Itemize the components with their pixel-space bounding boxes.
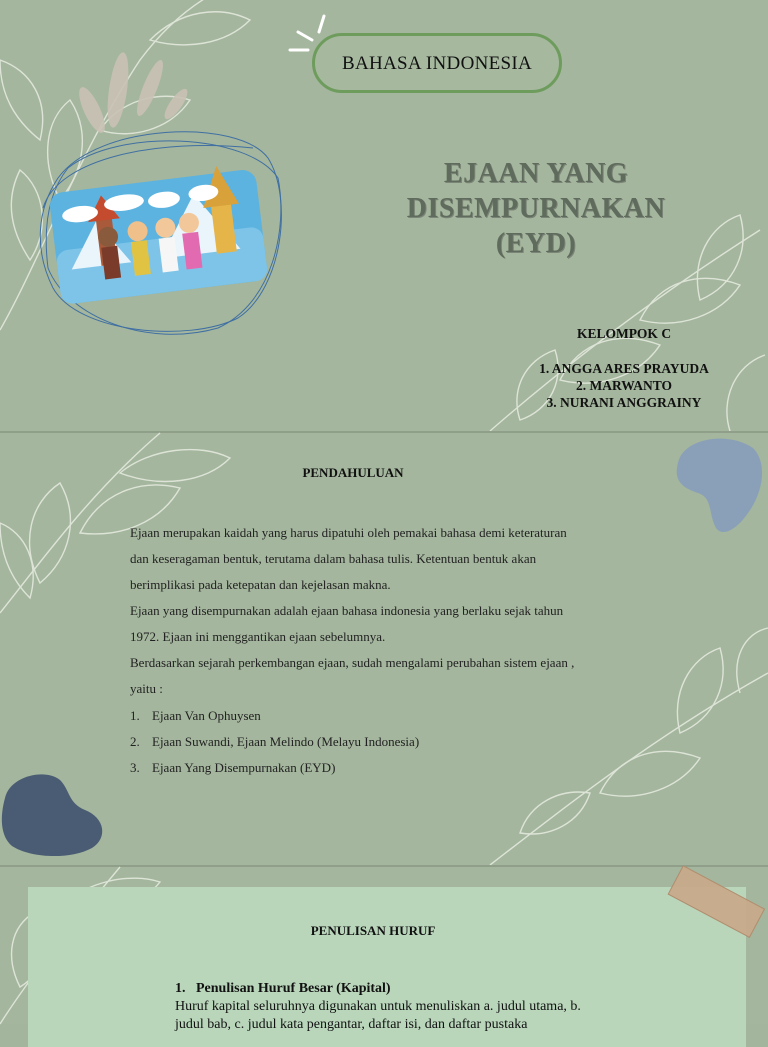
slide-title [0,0,768,431]
title-line-1: EJAAN YANG [443,158,629,189]
paragraph-2 [130,598,630,650]
section-heading: PENULISAN HURUF [310,923,436,938]
list-text: Ejaan Yang Disempurnakan (EYD) [152,760,336,775]
paragraph-line: yaitu : [130,681,163,696]
paragraph-line: 1972. Ejaan ini menggantikan ejaan sebelumnya. [130,629,386,644]
paragraph-line: dan keseragaman bentuk, terutama dalam bahasa tulis. Ketentuan bentuk akan [130,551,537,566]
list-number: 2. [130,734,140,749]
presentation-title [380,156,692,261]
paragraph-line: Ejaan merupakan kaidah yang harus dipatuhi oleh pemakai bahasa demi keteraturan [130,525,567,540]
list-number: 1. [130,708,140,723]
list-item [130,734,419,750]
slide-letter-writing [0,867,768,1032]
list-text: Ejaan Suwandi, Ejaan Melindo (Melayu Indonesia) [152,734,420,749]
subsection-title [175,981,391,997]
blob-navy-decoration [0,768,110,858]
list-number: 3. [130,760,140,775]
paragraph-3 [130,650,630,702]
paragraph-line: Berdasarkan sejarah perkembangan ejaan, sudah mengalami perubahan sistem ejaan , [130,655,575,670]
body-line-1: Huruf kapital seluruhnya digunakan untuk menuliskan a. judul utama, b. [175,999,581,1014]
subject-label: BAHASA INDONESIA [341,53,533,74]
subject-pill [312,33,562,93]
list-text: Ejaan Van Ophuysen [152,708,261,723]
subsection-label: Penulisan Huruf Besar (Kapital) [196,981,391,996]
blob-blue-decoration [668,433,768,543]
paragraph-line: Ejaan yang disempurnakan adalah ejaan bahasa indonesia yang berlaku sejak tahun [130,603,564,618]
list-item [130,760,335,776]
slide-introduction [0,433,768,865]
illustration-children [38,118,290,340]
member-2: 2. MARWANTO [575,378,673,393]
title-line-2: DISEMPURNAKAN [406,193,666,224]
paragraph-1 [130,520,630,598]
member-3: 3. NURANI ANGGRAINY [546,395,702,410]
body-line-2: judul bab, c. judul kata pengantar, daftar isi, dan daftar pustaka [175,1017,528,1032]
list-item [130,708,261,724]
tape-decoration [662,867,768,937]
member-1: 1. ANGGA ARES PRAYUDA [539,361,709,376]
subsection-number: 1. [175,981,186,996]
section-heading: PENDAHULUAN [302,465,404,480]
paragraph-line: berimplikasi pada ketepatan dan kejelasan makna. [130,577,391,592]
title-line-3: (EYD) [495,228,577,259]
group-label: KELOMPOK C [576,326,672,341]
